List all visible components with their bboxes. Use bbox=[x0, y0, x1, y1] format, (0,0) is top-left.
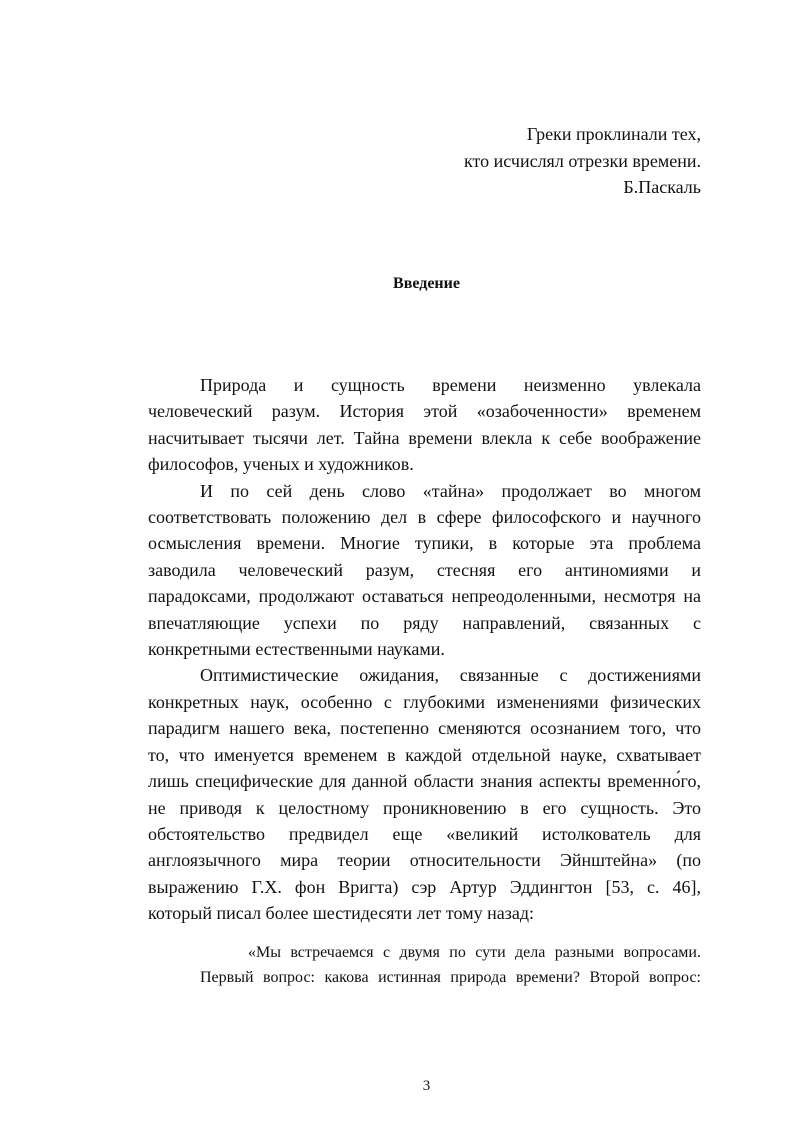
text-line: конкретных наук, особенно с глубокими изменениями физических bbox=[148, 691, 701, 712]
text-line: не приводя к целостному проникновению в его сущность. Это bbox=[148, 797, 701, 818]
text-line: заводила человеческий разум, стесняя его антиномиями и bbox=[148, 559, 701, 580]
text-line: человеческий разум. История этой «озабоченности» временем bbox=[148, 401, 701, 422]
text-line: лишь специфические для данной области знания аспекты временно́го, bbox=[148, 771, 701, 792]
paragraph bbox=[148, 478, 701, 663]
text-line: выражению Г.Х. фон Вригта) сэр Артур Эддингтон [53, с. 46], bbox=[148, 876, 701, 897]
epigraph-line: кто исчислял отрезки времени. bbox=[464, 150, 701, 171]
text-line: осмысления времени. Многие тупики, в которые эта проблема bbox=[148, 533, 701, 554]
epigraph-author: Б.Паскаль bbox=[623, 177, 701, 197]
text-line: Природа и сущность времени неизменно увлекала bbox=[200, 375, 701, 395]
text-line: Оптимистические ожидания, связанные с достижениями bbox=[200, 665, 701, 686]
epigraph bbox=[464, 121, 701, 201]
epigraph-line: Греки проклинали тех, bbox=[526, 124, 701, 144]
paragraph bbox=[148, 662, 701, 926]
block-quote bbox=[200, 940, 701, 990]
text-line: парадоксами, продолжают оставаться непреодоленными, несмотря на bbox=[148, 586, 701, 607]
body-text bbox=[148, 372, 701, 927]
text-line: который писал более шестидесяти лет тому назад: bbox=[148, 903, 534, 924]
text-line: соответствовать положению дел в сфере философского и научного bbox=[148, 507, 701, 528]
text-line: впечатляющие успехи по ряду направлений, связанных с bbox=[148, 612, 701, 633]
section-heading: Введение bbox=[393, 275, 460, 292]
quote-line: Первый вопрос: какова истинная природа времени? Второй вопрос: bbox=[200, 969, 701, 986]
text-line: парадигм нашего века, постепенно сменяются осознанием того, что bbox=[148, 718, 701, 739]
text-line: конкретными естественными науками. bbox=[148, 639, 445, 660]
paragraph bbox=[148, 372, 701, 478]
page-number: 3 bbox=[422, 1078, 431, 1094]
quote-line: «Мы встречаемся с двумя по сути дела разными вопросами. bbox=[248, 944, 701, 961]
text-line: то, что именуется временем в каждой отдельной науке, схватывает bbox=[148, 744, 701, 765]
text-line: обстоятельство предвидел еще «великий истолкователь для bbox=[148, 823, 701, 844]
text-line: насчитывает тысячи лет. Тайна времени влекла к себе воображение bbox=[148, 427, 701, 448]
text-line: И по сей день слово «тайна» продолжает во многом bbox=[200, 480, 701, 501]
text-line: философов, ученых и художников. bbox=[148, 454, 414, 475]
text-line: англоязычного мира теории относительности Эйнштейна» (по bbox=[148, 850, 701, 871]
